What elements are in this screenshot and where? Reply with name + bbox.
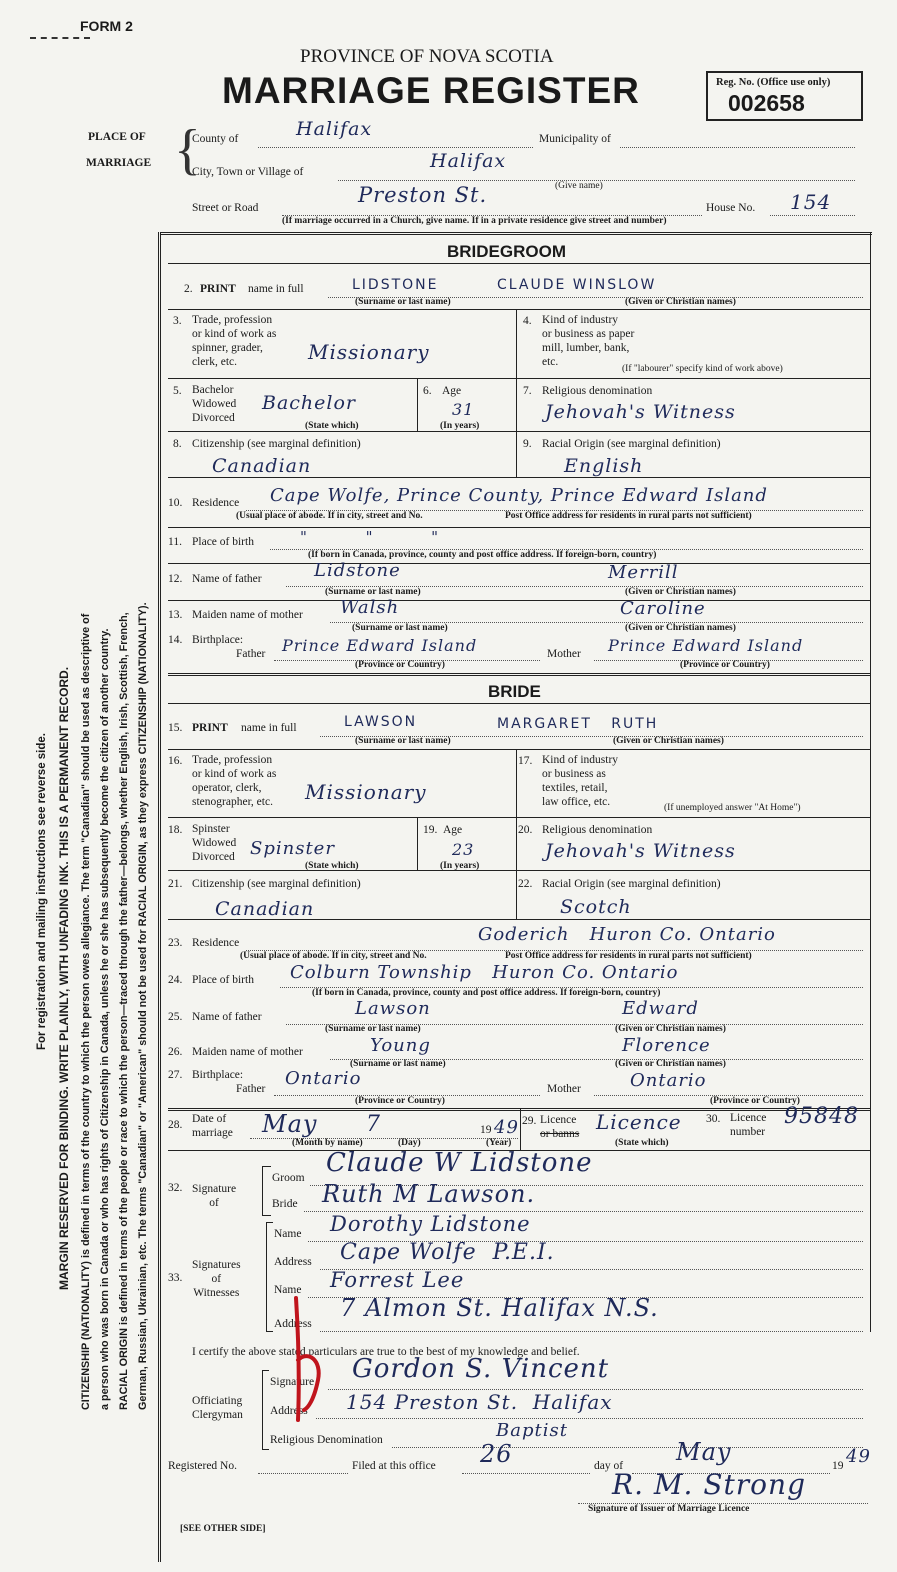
witness-1-name: Dorothy Lidstone [330,1212,531,1236]
birth-label: Place of birth [192,536,254,548]
clergy-address-label: Address [270,1405,308,1417]
post-office-caption: Post Office address for residents in rural parts not sufficient) [505,511,752,521]
reg-number: 002658 [728,90,805,116]
given-caption: (Given or Christian names) [615,1059,726,1069]
field-number: 19. [423,824,438,836]
month-caption: (Month by name) [292,1138,363,1148]
witness-labels [192,1258,241,1300]
province-caption: (Province or Country) [710,1096,800,1106]
residence-label: Residence [192,497,240,509]
field-number: 27. [168,1069,183,1081]
given-caption: (Given or Christian names) [613,736,724,746]
surname-caption: (Surname or last name) [355,736,451,746]
bride-given: MARGARET RUTH [497,716,659,732]
surname-caption: (Surname or last name) [350,1059,446,1069]
field-number: 29. [522,1115,537,1127]
witness-1-address: Cape Wolfe P.E.I. [340,1240,555,1265]
witness-2-address: 7 Almon St. Halifax N.S. [340,1294,659,1322]
margin-racial-def: RACIAL ORIGIN is defined in terms of the people or race to which the person—traced through the father—belongs, whether English, Irish, Scottish, French, [118,612,130,1410]
witness-label: Signatures [192,1259,241,1271]
street-note: (If marriage occurred in a Church, give name. If in a private residence give street and number) [282,216,667,226]
bride-status-value: Spinster [250,838,335,859]
issuer-caption: Signature of Issuer of Marriage Licence [588,1504,750,1514]
field-number: 9. [523,438,532,450]
binding-mark [30,37,90,39]
issuer-signature: R. M. Strong [612,1468,806,1501]
bride-signature: Ruth M Lawson. [322,1180,536,1208]
city-label: City, Town or Village of [192,166,304,178]
status-label-line: Spinster [192,823,230,835]
religion-label: Religious denomination [542,824,653,836]
groom-status-labels [192,383,236,425]
page-title: MARRIAGE REGISTER [222,70,640,111]
margin-racial-def-2: German, Russian, Ukrainian, etc. The terms "Canadian" or "American" should not be used for RACIAL ORIGIN, as they express CITIZENSHIP (NATIONALITY). [137,602,149,1410]
clergy-denomination: Baptist [496,1420,568,1441]
certify-statement: I certify the above stated particulars are true to the best of my knowledge and belief. [192,1346,580,1358]
bride-father-surname: Lawson [355,998,431,1019]
date-labels [192,1112,233,1140]
margin-citizenship-def-2: a person who was born in Canada or who has rights of Citizenship in Canada, unless he or she has subsequently become the citizen of another country. [99,628,111,1410]
street-label: Street or Road [192,202,259,214]
surname-caption: (Surname or last name) [352,623,448,633]
groom-status-value: Bachelor [262,392,357,414]
licence-label: Licence [540,1114,577,1126]
surname-caption: (Surname or last name) [325,587,421,597]
post-office-caption: Post Office address for residents in rural parts not sufficient) [505,951,752,961]
field-number: 24. [168,974,183,986]
trade-label-line: or kind of work as [192,768,277,780]
state-which-caption: (State which) [305,421,359,431]
marriage-month: May [262,1110,318,1138]
birthplace-label: Birthplace: [192,1069,244,1081]
street-value: Preston St. [358,183,488,207]
bride-mother-given: Florence [622,1035,711,1056]
field-number: 17. [518,755,533,767]
bride-sig-label: Bride [272,1198,298,1210]
field-number: 28. [168,1119,183,1131]
print-label: PRINT [192,722,228,734]
field-number: 18. [168,824,183,836]
licence-banns-labels [540,1113,579,1141]
field-number: 20. [518,824,533,836]
father-birthplace-label: Father [236,1083,266,1095]
field-number: 14. [168,634,183,646]
bride-status-labels [192,822,236,864]
groom-father-given: Merrill [608,562,679,583]
licence-number: 95848 [784,1104,859,1129]
field-number: 22. [518,878,533,890]
province-caption: (Province or Country) [680,660,770,670]
marriage-year: 49 [494,1117,519,1138]
licence-value: Licence [596,1110,682,1134]
date-label-line: marriage [192,1127,233,1139]
marriage-year-prefix: 19 [480,1124,492,1136]
usual-abode-caption: (Usual place of abode. If in city, street and No. [236,511,423,521]
bride-religion: Jehovah's Witness [545,840,736,862]
industry-label-line: mill, lumber, bank, [542,342,630,354]
given-caption: (Given or Christian names) [615,1024,726,1034]
status-label-line: Divorced [192,851,235,863]
trade-label-line: Trade, profession [192,754,273,766]
province-title: PROVINCE OF NOVA SCOTIA [300,46,554,67]
groom-trade-labels [192,313,276,369]
licence-number-label: number [730,1126,766,1138]
bridegroom-heading: BRIDEGROOM [447,242,566,261]
field-number: 4. [523,315,532,327]
officiating-label: Officiating [192,1395,243,1407]
year-caption: (Year) [486,1138,512,1148]
citizenship-label: Citizenship (see marginal definition) [192,438,361,450]
mother-label: Maiden name of mother [192,609,303,621]
in-years-caption: (In years) [440,861,480,871]
day-caption: (Day) [398,1138,421,1148]
bride-father-given: Edward [622,998,699,1019]
trade-label-line: clerk, etc. [192,356,238,368]
industry-label-line: Kind of industry [542,314,619,326]
clergy-bracket [262,1370,269,1450]
witness-name-label: Name [274,1228,302,1240]
bride-surname: LAWSON [344,714,418,730]
field-number: 21. [168,878,183,890]
bride-age: 23 [452,840,475,859]
field-number: 16. [168,755,183,767]
witness-label: Witnesses [193,1287,240,1299]
bride-industry-labels [542,753,618,809]
house-value: 154 [790,190,832,214]
groom-citizenship: Canadian [212,455,312,477]
groom-religion: Jehovah's Witness [545,401,736,423]
industry-note: (If unemployed answer "At Home") [664,803,801,813]
groom-given: CLAUDE WINSLOW [497,277,657,293]
field-number: 12. [168,573,183,585]
bride-citizenship: Canadian [215,898,315,920]
signature-of-labels [192,1182,236,1210]
groom-mother-surname: Walsh [340,597,400,618]
banns-label: or banns [540,1128,580,1140]
witness-name-label: Name [274,1284,302,1296]
field-number: 13. [168,609,183,621]
field-number: 2. [184,283,193,295]
mother-birthplace-label: Mother [547,648,581,660]
groom-signature: Claude W Lidstone [326,1148,593,1178]
religion-label: Religious denomination [542,385,653,397]
margin-instructions: For registration and mailing instructions see reverse side. [36,733,48,1050]
signature-bracket [262,1166,271,1216]
city-value: Halifax [430,150,507,172]
county-label: County of [192,133,239,145]
see-other-side: [SEE OTHER SIDE] [180,1524,266,1534]
groom-father-birthplace: Prince Edward Island [282,636,478,655]
witness-2-name: Forrest Lee [330,1268,465,1292]
trade-label-line: operator, clerk, [192,782,262,794]
born-canada-caption: (If born in Canada, province, county and post office address. If foreign-born, country) [308,550,657,560]
industry-label-line: or business as [542,768,606,780]
filed-month: May [676,1438,732,1466]
racial-label: Racial Origin (see marginal definition) [542,438,721,450]
field-number: 26. [168,1046,183,1058]
trade-label-line: Trade, profession [192,314,273,326]
province-caption: (Province or Country) [355,660,445,670]
filed-year-prefix: 19 [832,1460,844,1472]
groom-father-surname: Lidstone [314,560,401,581]
groom-surname: LIDSTONE [352,277,439,293]
field-number: 8. [173,438,182,450]
age-label: Age [443,824,463,836]
field-number: 33. [168,1272,183,1284]
name-full-label: name in full [241,722,297,734]
witness-label: of [211,1273,222,1285]
father-label: Name of father [192,573,262,585]
bride-father-birthplace: Ontario [285,1068,362,1089]
groom-sig-label: Groom [272,1172,305,1184]
mother-birthplace-label: Mother [547,1083,581,1095]
groom-mother-given: Caroline [620,598,706,619]
state-which-caption: (State which) [305,861,359,871]
marriage-label: MARRIAGE [86,157,152,169]
father-birthplace-label: Father [236,648,266,660]
bride-mother-surname: Young [370,1035,431,1056]
field-number: 23. [168,937,183,949]
field-number: 30. [706,1113,721,1125]
licence-number-label: Licence [730,1112,767,1124]
field-number: 10. [168,497,183,509]
province-caption: (Province or Country) [355,1096,445,1106]
filed-year: 49 [846,1446,871,1467]
witness-address-label: Address [274,1256,312,1268]
marriage-day: 7 [366,1112,381,1137]
clergyman-labels [192,1394,243,1422]
date-label-line: Date of [192,1113,227,1125]
industry-label-line: Kind of industry [542,754,619,766]
licence-number-labels [730,1111,766,1139]
field-number: 6. [423,385,432,397]
margin-citizenship-def: CITIZENSHIP (NATIONALITY) is defined in terms of the country to which the person owes allegiance. The term "Canadian" should be used as descriptive of [80,613,92,1410]
field-number: 3. [173,315,182,327]
reg-number-box [706,71,863,121]
status-label-line: Widowed [192,837,237,849]
clergyman-label: Clergyman [192,1409,243,1421]
bride-trade-value: Missionary [305,780,427,804]
given-caption: (Given or Christian names) [625,623,736,633]
born-canada-caption: (If born in Canada, province, county and post office address. If foreign-born, country) [312,988,661,998]
groom-residence: Cape Wolfe, Prince County, Prince Edward Island [270,485,768,506]
field-number: 11. [168,536,182,548]
bride-racial: Scotch [560,896,632,918]
day-of-label: day of [594,1460,624,1472]
trade-label-line: stenographer, etc. [192,796,273,808]
print-label: PRINT [200,283,236,295]
age-label: Age [442,385,462,397]
given-caption: (Given or Christian names) [625,297,736,307]
industry-label-line: textiles, retail, [542,782,608,794]
groom-birthplace: " " " [300,528,440,546]
field-number: 7. [523,385,532,397]
place-label: PLACE OF [88,131,146,143]
groom-industry-labels [542,313,634,369]
in-years-caption: (In years) [440,421,480,431]
birth-label: Place of birth [192,974,254,986]
filed-label: Filed at this office [352,1460,436,1472]
industry-label-line: etc. [542,356,559,368]
surname-caption: (Surname or last name) [325,1024,421,1034]
status-label-line: Bachelor [192,384,234,396]
groom-mother-birthplace: Prince Edward Island [608,636,804,655]
bride-heading: BRIDE [488,682,541,701]
denomination-label: Religious Denomination [270,1434,383,1446]
registered-no-label: Registered No. [168,1460,237,1472]
field-number: 25. [168,1011,183,1023]
industry-label-line: law office, etc. [542,796,611,808]
name-full-label: name in full [248,283,304,295]
margin-binding-note: MARGIN RESERVED FOR BINDING. WRITE PLAINLY, WITH UNFADING INK. THIS IS A PERMANENT RECORD. [57,666,71,1290]
racial-label: Racial Origin (see marginal definition) [542,878,721,890]
county-value: Halifax [296,118,373,140]
give-name-note: (Give name) [555,181,603,191]
municipality-label: Municipality of [539,133,611,145]
industry-label-line: or business as paper [542,328,635,340]
groom-racial: English [564,455,644,477]
field-number: 5. [173,385,182,397]
bride-trade-labels [192,753,276,809]
state-which-caption: (State which) [615,1138,669,1148]
witness-address-label: Address [274,1318,312,1330]
groom-trade-value: Missionary [308,340,430,364]
filed-day: 26 [480,1440,513,1468]
clergy-signature: Gordon S. Vincent [352,1354,610,1384]
field-number: 15. [168,722,183,734]
bride-mother-birthplace: Ontario [630,1070,707,1091]
reg-number-label: Reg. No. (Office use only) [716,77,831,88]
residence-label: Residence [192,937,240,949]
bride-birthplace: Colburn Township Huron Co. Ontario [290,962,679,983]
groom-age: 31 [452,400,475,419]
brace: { [174,119,201,181]
father-label: Name of father [192,1011,262,1023]
house-label: House No. [706,202,756,214]
status-label-line: Widowed [192,398,237,410]
usual-abode-caption: (Usual place of abode. If in city, street and No. [240,951,427,961]
bride-residence: Goderich Huron Co. Ontario [478,924,776,945]
status-label-line: Divorced [192,412,235,424]
industry-note: (If "labourer" specify kind of work above) [622,364,783,374]
given-caption: (Given or Christian names) [625,587,736,597]
mother-label: Maiden name of mother [192,1046,303,1058]
signature-of-label: of [209,1197,219,1209]
trade-label-line: spinner, grader, [192,342,263,354]
surname-caption: (Surname or last name) [355,297,451,307]
clergy-address: 154 Preston St. Halifax [346,1390,613,1414]
signature-label: Signature [192,1183,237,1195]
birthplace-label: Birthplace: [192,634,244,646]
form-number: FORM 2 [80,18,133,34]
citizenship-label: Citizenship (see marginal definition) [192,878,361,890]
clergy-signature-label: Signature [270,1376,315,1388]
witness-bracket [266,1222,273,1332]
field-number: 32. [168,1182,183,1194]
trade-label-line: or kind of work as [192,328,277,340]
red-check-mark [278,1290,348,1440]
